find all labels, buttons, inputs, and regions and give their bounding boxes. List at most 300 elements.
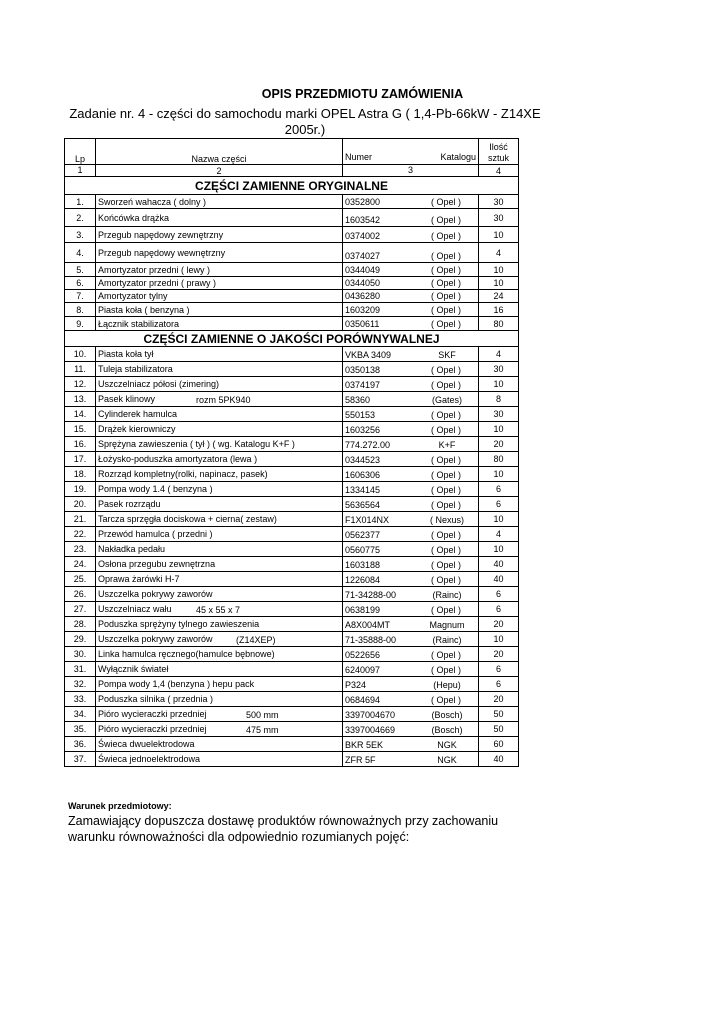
row-name-cell bbox=[96, 437, 343, 452]
row-manufacturer: ( Opel ) bbox=[430, 695, 461, 705]
table-row bbox=[65, 422, 519, 437]
table-row bbox=[65, 752, 519, 767]
row-quantity: 4 bbox=[479, 243, 519, 263]
row-lp: 4. bbox=[65, 243, 96, 263]
section-header-row bbox=[65, 331, 519, 347]
header-row bbox=[65, 139, 519, 165]
row-lp: 2. bbox=[65, 209, 96, 227]
row-manufacturer: ( Opel ) bbox=[430, 575, 461, 585]
row-part-number: 774.272.00 bbox=[345, 440, 391, 450]
row-part-number: 1603188 bbox=[345, 560, 381, 570]
row-manufacturer: ( Opel ) bbox=[430, 197, 461, 207]
row-lp: 24. bbox=[65, 557, 96, 572]
row-catalog-cell bbox=[343, 572, 479, 587]
row-part-number: 71-34288-00 bbox=[345, 590, 397, 600]
row-quantity: 6 bbox=[479, 497, 519, 512]
row-catalog-cell bbox=[343, 303, 479, 317]
row-catalog-cell bbox=[343, 317, 479, 331]
row-catalog-cell bbox=[343, 290, 479, 303]
row-name: Uszczelka pokrywy zaworów bbox=[98, 589, 213, 599]
row-catalog-cell bbox=[343, 467, 479, 482]
row-part-number: 1334145 bbox=[345, 485, 381, 495]
row-manufacturer: ( Opel ) bbox=[430, 291, 461, 301]
row-lp: 22. bbox=[65, 527, 96, 542]
row-quantity: 30 bbox=[479, 195, 519, 209]
table-row bbox=[65, 290, 519, 303]
row-catalog-cell bbox=[343, 632, 479, 647]
row-name-cell bbox=[96, 422, 343, 437]
row-catalog-cell bbox=[343, 707, 479, 722]
row-lp: 33. bbox=[65, 692, 96, 707]
row-manufacturer: SKF bbox=[438, 350, 456, 360]
row-lp: 7. bbox=[65, 290, 96, 303]
row-quantity: 8 bbox=[479, 392, 519, 407]
row-part-number: 3397004669 bbox=[345, 725, 396, 735]
row-manufacturer: ( Opel ) bbox=[430, 605, 461, 615]
row-name-cell bbox=[96, 617, 343, 632]
row-lp: 14. bbox=[65, 407, 96, 422]
row-catalog-cell bbox=[343, 263, 479, 277]
row-name-detail: 500 mm bbox=[246, 710, 279, 720]
row-catalog-cell bbox=[343, 377, 479, 392]
row-part-number: 0374197 bbox=[345, 380, 381, 390]
row-part-number: VKBA 3409 bbox=[345, 350, 392, 360]
parts-table bbox=[64, 138, 519, 767]
table-row bbox=[65, 572, 519, 587]
section-title: CZĘŚCI ZAMIENNE O JAKOŚCI PORÓWNYWALNEJ bbox=[65, 331, 519, 347]
row-part-number: 3397004670 bbox=[345, 710, 396, 720]
table-row bbox=[65, 209, 519, 227]
row-lp: 32. bbox=[65, 677, 96, 692]
row-name-detail: (Z14XEP) bbox=[236, 635, 276, 645]
row-quantity: 30 bbox=[479, 407, 519, 422]
row-manufacturer: ( Opel ) bbox=[430, 425, 461, 435]
row-catalog-cell bbox=[343, 692, 479, 707]
row-name-cell bbox=[96, 587, 343, 602]
row-name-cell bbox=[96, 572, 343, 587]
row-name: Wyłącznik świateł bbox=[98, 664, 169, 674]
row-name: Linka hamulca ręcznego(hamulce bębnowe) bbox=[98, 649, 275, 659]
row-name-cell bbox=[96, 692, 343, 707]
row-quantity: 20 bbox=[479, 647, 519, 662]
row-name-cell bbox=[96, 722, 343, 737]
row-manufacturer: ( Opel ) bbox=[430, 560, 461, 570]
row-name-cell bbox=[96, 482, 343, 497]
row-catalog-cell bbox=[343, 617, 479, 632]
row-name-cell bbox=[96, 512, 343, 527]
header-lp: Lp bbox=[65, 139, 96, 165]
row-name-cell bbox=[96, 662, 343, 677]
row-name-cell bbox=[96, 227, 343, 243]
row-quantity: 50 bbox=[479, 707, 519, 722]
row-name-cell bbox=[96, 737, 343, 752]
row-part-number: 1226084 bbox=[345, 575, 381, 585]
row-quantity: 16 bbox=[479, 303, 519, 317]
row-lp: 10. bbox=[65, 347, 96, 362]
row-manufacturer: (Rainc) bbox=[432, 590, 462, 600]
row-name: Sworzeń wahacza ( dolny ) bbox=[98, 196, 207, 207]
row-name: Poduszka sprężyny tylnego zawieszenia bbox=[98, 619, 260, 629]
row-part-number: 550153 bbox=[345, 410, 376, 420]
row-lp: 3. bbox=[65, 227, 96, 243]
row-part-number: 0350611 bbox=[345, 319, 380, 329]
row-catalog-cell bbox=[343, 407, 479, 422]
row-manufacturer: Magnum bbox=[429, 620, 465, 630]
row-quantity: 4 bbox=[479, 347, 519, 362]
section-header-row bbox=[65, 177, 519, 195]
row-part-number: 0638199 bbox=[345, 605, 381, 615]
row-name: Amortyzator przedni ( lewy ) bbox=[98, 264, 211, 275]
row-lp: 15. bbox=[65, 422, 96, 437]
row-name: Pompa wody 1.4 ( benzyna ) bbox=[98, 484, 213, 494]
row-catalog-cell bbox=[343, 497, 479, 512]
row-name-cell bbox=[96, 467, 343, 482]
row-name: Sprężyna zawieszenia ( tył ) ( wg. Katalogu K+F ) bbox=[98, 439, 295, 449]
table-row bbox=[65, 617, 519, 632]
row-part-number: 1603209 bbox=[345, 305, 381, 315]
row-part-number: 0374027 bbox=[345, 251, 381, 261]
row-lp: 27. bbox=[65, 602, 96, 617]
row-name-cell bbox=[96, 497, 343, 512]
row-manufacturer: (Hepu) bbox=[433, 680, 461, 690]
condition-label: Warunek przedmiotowy: bbox=[68, 801, 172, 811]
row-name: Pompa wody 1,4 (benzyna ) hepu pack bbox=[98, 679, 255, 689]
table-row bbox=[65, 647, 519, 662]
row-manufacturer: (Bosch) bbox=[431, 725, 463, 735]
row-name-cell bbox=[96, 263, 343, 277]
row-quantity: 6 bbox=[479, 662, 519, 677]
row-name-cell bbox=[96, 542, 343, 557]
row-lp: 25. bbox=[65, 572, 96, 587]
row-manufacturer: ( Opel ) bbox=[430, 319, 461, 329]
row-name-cell bbox=[96, 362, 343, 377]
row-quantity: 40 bbox=[479, 572, 519, 587]
row-part-number: 1606306 bbox=[345, 470, 381, 480]
row-name-cell bbox=[96, 707, 343, 722]
row-catalog-cell bbox=[343, 587, 479, 602]
table-row bbox=[65, 527, 519, 542]
row-lp: 36. bbox=[65, 737, 96, 752]
row-manufacturer: ( Opel ) bbox=[430, 665, 461, 675]
row-quantity: 40 bbox=[479, 752, 519, 767]
header-name: Nazwa części bbox=[96, 139, 343, 165]
row-name: Poduszka silnika ( przednia ) bbox=[98, 694, 214, 704]
row-part-number: 1603542 bbox=[345, 215, 381, 225]
row-lp: 13. bbox=[65, 392, 96, 407]
row-lp: 18. bbox=[65, 467, 96, 482]
row-lp: 17. bbox=[65, 452, 96, 467]
row-quantity: 10 bbox=[479, 467, 519, 482]
row-part-number: 0562377 bbox=[345, 530, 381, 540]
row-name: Pióro wycieraczki przedniej bbox=[98, 709, 207, 719]
row-part-number: A8X004MT bbox=[345, 620, 391, 630]
row-catalog-cell bbox=[343, 452, 479, 467]
row-name: Pasek klinowy bbox=[98, 394, 156, 404]
row-quantity: 10 bbox=[479, 277, 519, 290]
row-quantity: 10 bbox=[479, 422, 519, 437]
row-quantity: 10 bbox=[479, 227, 519, 243]
row-lp: 29. bbox=[65, 632, 96, 647]
row-catalog-cell bbox=[343, 209, 479, 227]
table-row bbox=[65, 722, 519, 737]
table-row bbox=[65, 362, 519, 377]
row-lp: 26. bbox=[65, 587, 96, 602]
row-quantity: 10 bbox=[479, 512, 519, 527]
section-title: CZĘŚCI ZAMIENNE ORYGINALNE bbox=[65, 177, 519, 195]
row-lp: 20. bbox=[65, 497, 96, 512]
row-name: Piasta koła ( benzyna ) bbox=[98, 304, 190, 315]
row-name: Amortyzator przedni ( prawy ) bbox=[98, 278, 217, 288]
row-name: Uszczelniacz półosi (zimering) bbox=[98, 379, 220, 389]
row-manufacturer: ( Opel ) bbox=[430, 455, 461, 465]
table-row bbox=[65, 632, 519, 647]
row-catalog-cell bbox=[343, 602, 479, 617]
header-number: Numer bbox=[345, 152, 373, 162]
row-catalog-cell bbox=[343, 662, 479, 677]
row-part-number: 71-35888-00 bbox=[345, 635, 397, 645]
row-lp: 6. bbox=[65, 277, 96, 290]
row-catalog-cell bbox=[343, 482, 479, 497]
row-quantity: 10 bbox=[479, 632, 519, 647]
row-name-cell bbox=[96, 557, 343, 572]
table-row bbox=[65, 602, 519, 617]
row-catalog-cell bbox=[343, 677, 479, 692]
row-lp: 1. bbox=[65, 195, 96, 209]
table-row bbox=[65, 263, 519, 277]
table-row bbox=[65, 392, 519, 407]
row-quantity: 6 bbox=[479, 587, 519, 602]
row-name-cell bbox=[96, 632, 343, 647]
document-title: OPIS PRZEDMIOTU ZAMÓWIENIA bbox=[261, 87, 464, 101]
row-name: Tarcza sprzęgła dociskowa + cierna( zestaw) bbox=[98, 514, 277, 524]
row-part-number: 0344049 bbox=[345, 265, 381, 275]
row-manufacturer: NGK bbox=[437, 740, 457, 750]
table-row bbox=[65, 482, 519, 497]
table-row bbox=[65, 662, 519, 677]
index-name: 2 bbox=[96, 165, 343, 177]
table-row bbox=[65, 557, 519, 572]
row-name-cell bbox=[96, 677, 343, 692]
table-row bbox=[65, 303, 519, 317]
row-name: Tuleja stabilizatora bbox=[98, 364, 173, 374]
table-row bbox=[65, 467, 519, 482]
row-name-cell bbox=[96, 407, 343, 422]
row-manufacturer: ( Opel ) bbox=[430, 265, 461, 275]
row-manufacturer: ( Opel ) bbox=[430, 215, 461, 225]
row-quantity: 80 bbox=[479, 317, 519, 331]
row-name: Świeca jednoelektrodowa bbox=[98, 754, 201, 764]
row-catalog-cell bbox=[343, 277, 479, 290]
row-manufacturer: ( Nexus) bbox=[429, 515, 464, 525]
row-name: Drążek kierowniczy bbox=[98, 424, 176, 434]
row-lp: 12. bbox=[65, 377, 96, 392]
row-manufacturer: K+F bbox=[438, 440, 456, 450]
row-catalog-cell bbox=[343, 512, 479, 527]
row-name: Uszczelka pokrywy zaworów bbox=[98, 634, 213, 644]
table-row bbox=[65, 677, 519, 692]
row-manufacturer: ( Opel ) bbox=[430, 251, 461, 261]
index-lp: 1 bbox=[65, 165, 96, 177]
row-name: Przegub napędowy wewnętrzny bbox=[98, 247, 226, 258]
table-row bbox=[65, 277, 519, 290]
row-manufacturer: (Rainc) bbox=[432, 635, 462, 645]
row-manufacturer: ( Opel ) bbox=[430, 278, 461, 288]
row-quantity: 30 bbox=[479, 362, 519, 377]
row-part-number: 5636564 bbox=[345, 500, 381, 510]
row-lp: 11. bbox=[65, 362, 96, 377]
row-name: Pasek rozrządu bbox=[98, 499, 161, 509]
row-name: Uszczelniacz wału bbox=[98, 604, 172, 614]
table-row bbox=[65, 243, 519, 263]
row-name-cell bbox=[96, 209, 343, 227]
table-row bbox=[65, 452, 519, 467]
row-lp: 37. bbox=[65, 752, 96, 767]
row-manufacturer: ( Opel ) bbox=[430, 470, 461, 480]
row-name-cell bbox=[96, 243, 343, 263]
row-catalog-cell bbox=[343, 737, 479, 752]
row-lp: 16. bbox=[65, 437, 96, 452]
row-name: Końcówka drążka bbox=[98, 212, 170, 223]
row-part-number: 58360 bbox=[345, 395, 371, 405]
row-quantity: 10 bbox=[479, 263, 519, 277]
row-name: Łożysko-poduszka amortyzatora (lewa ) bbox=[98, 454, 258, 464]
row-lp: 19. bbox=[65, 482, 96, 497]
row-name-cell bbox=[96, 452, 343, 467]
document-subtitle: Zadanie nr. 4 - części do samochodu marki OPEL Astra G ( 1,4-Pb-66kW - Z14XE 2005r.) bbox=[69, 106, 541, 137]
row-catalog-cell bbox=[343, 722, 479, 737]
row-catalog-cell bbox=[343, 527, 479, 542]
table-row bbox=[65, 542, 519, 557]
row-lp: 34. bbox=[65, 707, 96, 722]
row-catalog-cell bbox=[343, 195, 479, 209]
row-part-number: F1X014NX bbox=[345, 515, 390, 525]
row-manufacturer: ( Opel ) bbox=[430, 650, 461, 660]
row-lp: 23. bbox=[65, 542, 96, 557]
row-name-cell bbox=[96, 752, 343, 767]
row-quantity: 10 bbox=[479, 377, 519, 392]
row-name-cell bbox=[96, 527, 343, 542]
row-part-number: 1603256 bbox=[345, 425, 381, 435]
row-name: Przewód hamulca ( przedni ) bbox=[98, 529, 213, 539]
row-quantity: 6 bbox=[479, 602, 519, 617]
row-catalog-cell bbox=[343, 542, 479, 557]
table-row bbox=[65, 497, 519, 512]
row-part-number: 0684694 bbox=[345, 695, 381, 705]
row-name-cell bbox=[96, 195, 343, 209]
table-row bbox=[65, 317, 519, 331]
row-manufacturer: ( Opel ) bbox=[430, 500, 461, 510]
row-lp: 9. bbox=[65, 317, 96, 331]
row-name: Łącznik stabilizatora bbox=[98, 318, 180, 329]
row-name: Pióro wycieraczki przedniej bbox=[98, 724, 207, 734]
row-lp: 5. bbox=[65, 263, 96, 277]
row-lp: 30. bbox=[65, 647, 96, 662]
row-name-cell bbox=[96, 377, 343, 392]
row-quantity: 30 bbox=[479, 209, 519, 227]
row-part-number: 0560775 bbox=[345, 545, 381, 555]
header-catalog: Katalogu bbox=[440, 152, 476, 162]
row-name: Nakładka pedału bbox=[98, 544, 166, 554]
row-name-detail: 45 x 55 x 7 bbox=[196, 605, 241, 615]
row-manufacturer: (Bosch) bbox=[431, 710, 463, 720]
row-quantity: 20 bbox=[479, 692, 519, 707]
table-row bbox=[65, 692, 519, 707]
row-manufacturer: ( Opel ) bbox=[430, 410, 461, 420]
row-name: Amortyzator tylny bbox=[98, 291, 168, 301]
row-name: Rozrząd kompletny(rolki, napinacz, pasek) bbox=[98, 469, 268, 479]
row-quantity: 60 bbox=[479, 737, 519, 752]
row-catalog-cell bbox=[343, 752, 479, 767]
row-quantity: 6 bbox=[479, 677, 519, 692]
row-name-detail: 475 mm bbox=[246, 725, 279, 735]
header-qty: Ilość sztuk bbox=[479, 139, 519, 165]
table-row bbox=[65, 377, 519, 392]
row-name-cell bbox=[96, 303, 343, 317]
table-row bbox=[65, 512, 519, 527]
row-part-number: 0350138 bbox=[345, 365, 381, 375]
row-name-detail: rozm 5PK940 bbox=[196, 395, 251, 405]
condition-text: Zamawiający dopuszcza dostawę produktów równoważnych przy zachowaniu warunku równoważności dla odpowiednio rozumianych pojęć: bbox=[68, 814, 499, 844]
row-part-number: 0352800 bbox=[345, 197, 381, 207]
row-quantity: 24 bbox=[479, 290, 519, 303]
row-catalog-cell bbox=[343, 437, 479, 452]
row-quantity: 80 bbox=[479, 452, 519, 467]
row-part-number: P324 bbox=[345, 680, 367, 690]
row-part-number: 0374002 bbox=[345, 231, 381, 241]
index-qty: 4 bbox=[479, 165, 519, 177]
row-manufacturer: ( Opel ) bbox=[430, 380, 461, 390]
row-name: Cylinderek hamulca bbox=[98, 409, 178, 419]
row-manufacturer: ( Opel ) bbox=[430, 530, 461, 540]
table-row bbox=[65, 407, 519, 422]
row-manufacturer: ( Opel ) bbox=[430, 305, 461, 315]
row-quantity: 50 bbox=[479, 722, 519, 737]
row-catalog-cell bbox=[343, 557, 479, 572]
row-name: Osłona przegubu zewnętrzna bbox=[98, 559, 216, 569]
row-lp: 21. bbox=[65, 512, 96, 527]
table-row bbox=[65, 195, 519, 209]
row-name-cell bbox=[96, 392, 343, 407]
row-quantity: 4 bbox=[479, 527, 519, 542]
index-row bbox=[65, 165, 519, 177]
row-manufacturer: NGK bbox=[437, 755, 457, 765]
row-lp: 35. bbox=[65, 722, 96, 737]
row-name-cell bbox=[96, 317, 343, 331]
row-name-cell bbox=[96, 647, 343, 662]
row-lp: 8. bbox=[65, 303, 96, 317]
row-name: Piasta koła tył bbox=[98, 349, 154, 359]
row-catalog-cell bbox=[343, 392, 479, 407]
header-number-cell bbox=[343, 139, 479, 165]
row-quantity: 20 bbox=[479, 437, 519, 452]
row-lp: 31. bbox=[65, 662, 96, 677]
row-name: Świeca dwuelektrodowa bbox=[98, 739, 195, 749]
index-number: 3 bbox=[343, 165, 479, 177]
table-row bbox=[65, 347, 519, 362]
row-catalog-cell bbox=[343, 362, 479, 377]
row-part-number: 0522656 bbox=[345, 650, 381, 660]
table-row bbox=[65, 737, 519, 752]
table-row bbox=[65, 707, 519, 722]
row-name: Przegub napędowy zewnętrzny bbox=[98, 229, 224, 240]
row-name-cell bbox=[96, 347, 343, 362]
row-catalog-cell bbox=[343, 647, 479, 662]
row-catalog-cell bbox=[343, 243, 479, 263]
row-quantity: 6 bbox=[479, 482, 519, 497]
row-manufacturer: ( Opel ) bbox=[430, 485, 461, 495]
row-part-number: 0344050 bbox=[345, 278, 381, 288]
row-name: Oprawa żarówki H-7 bbox=[98, 574, 180, 584]
